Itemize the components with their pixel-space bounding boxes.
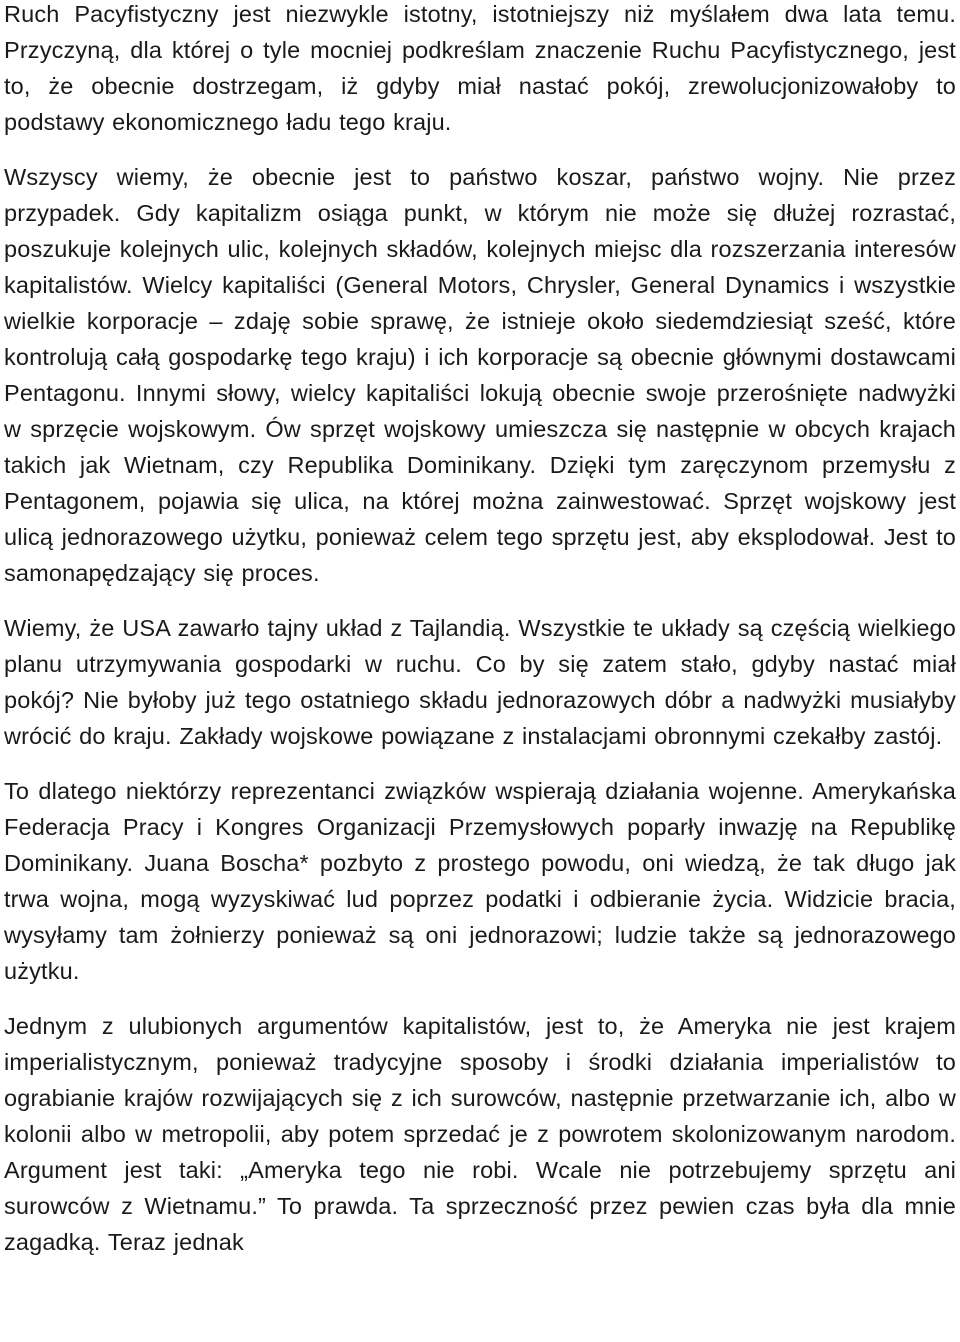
paragraph-1: Ruch Pacyfistyczny jest niezwykle istotny, istotniejszy niż myślałem dwa lata temu. Przyczyną, dla której o tyle mocniej podkreślam znaczenie Ruchu Pacyfistycznego, jest to, że obecnie dostrzegam, iż gdyby miał nastać pokój, zrewolucjonizowałoby to podstawy ekonomicznego ładu tego kraju.	[4, 1, 956, 135]
document-page	[4, 0, 956, 1260]
paragraph-5: Jednym z ulubionych argumentów kapitalistów, jest to, że Ameryka nie jest krajem imperialistycznym, ponieważ tradycyjne sposoby i środki działania imperialistów to ograbianie krajów rozwijających się z ich surowców, następnie przetwarzanie ich, albo w kolonii albo w metropolii, aby potem sprzedać je z powrotem skolonizowanym narodom. Argument jest taki: „Ameryka tego nie robi. Wcale nie potrzebujemy sprzętu ani surowców z Wietnamu.” To prawda. Ta sprzeczność przez pewien czas była dla mnie zagadką. Teraz jednak	[4, 1013, 956, 1255]
paragraph-3: Wiemy, że USA zawarło tajny układ z Tajlandią. Wszystkie te układy są częścią wielkiego planu utrzymywania gospodarki w ruchu. Co by się zatem stało, gdyby nastać miał pokój? Nie byłoby już tego ostatniego składu jednorazowych dóbr a nadwyżki musiałyby wrócić do kraju. Zakłady wojskowe powiązane z instalacjami obronnymi czekałby zastój.	[4, 615, 956, 749]
paragraph-2: Wszyscy wiemy, że obecnie jest to państwo koszar, państwo wojny. Nie przez przypadek. Gdy kapitalizm osiąga punkt, w którym nie może się dłużej rozrastać, poszukuje kolejnych ulic, kolejnych składów, kolejnych miejsc dla rozszerzania interesów kapitalistów. Wielcy kapitaliści (General Motors, Chrysler, General Dynamics i wszystkie wielkie korporacje – zdaję sobie sprawę, że istnieje około siedemdziesiąt sześć, które kontrolują całą gospodarkę tego kraju) i ich korporacje są obecnie głównymi dostawcami Pentagonu. Innymi słowy, wielcy kapitaliści lokują obecnie swoje przerośnięte nadwyżki w sprzęcie wojskowym. Ów sprzęt wojskowy umieszcza się następnie w obcych krajach takich jak Wietnam, czy Republika Dominikany. Dzięki tym zaręczynom przemysłu z Pentagonem, pojawia się ulica, na której można zainwestować. Sprzęt wojskowy jest ulicą jednorazowego użytku, ponieważ celem tego sprzętu jest, aby eksplodował. Jest to samonapędzający się proces.	[4, 164, 956, 586]
paragraph-4: To dlatego niektórzy reprezentanci związków wspierają działania wojenne. Amerykańska Federacja Pracy i Kongres Organizacji Przemysłowych poparły inwazję na Republikę Dominikany. Juana Boscha* pozbyto z prostego powodu, oni wiedzą, że tak długo jak trwa wojna, mogą wyzyskiwać lud poprzez podatki i odbieranie życia. Widzicie bracia, wysyłamy tam żołnierzy ponieważ są oni jednorazowi; ludzie także są jednorazowego użytku.	[4, 778, 956, 984]
